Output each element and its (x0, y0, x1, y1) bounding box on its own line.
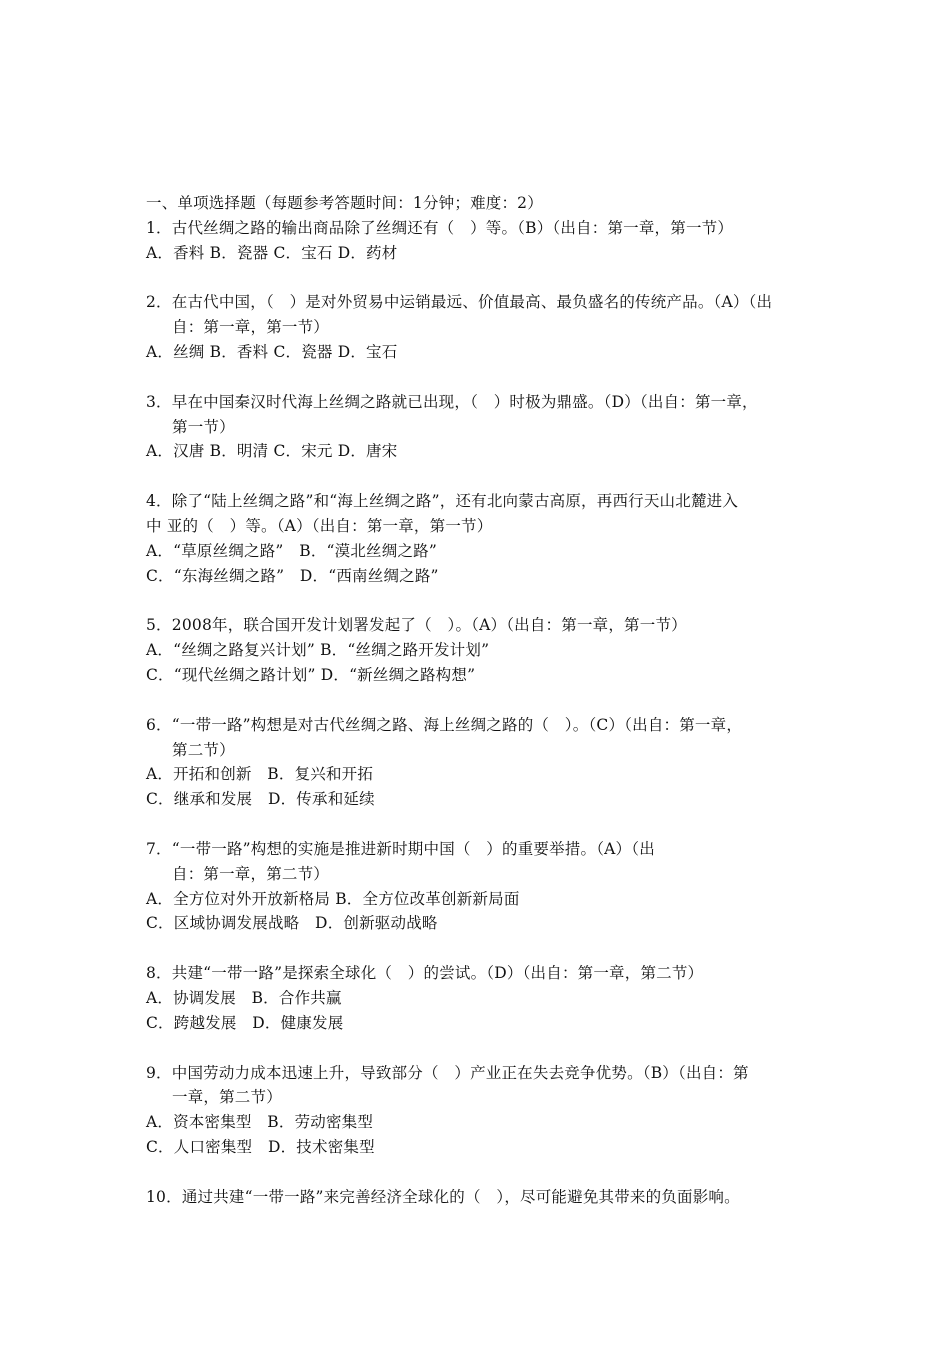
question-text: 6．“一带一路”构想是对古代丝绸之路、海上丝绸之路的（ ）。（C）（出自：第一章， (146, 715, 743, 734)
question-options: A．开拓和创新 B．复兴和开拓 (146, 765, 374, 784)
question-text-continued: 中 亚的（ ）等。（A）（出自：第一章，第一节） (146, 516, 493, 535)
question-options: A．汉唐 B．明清 C．宋元 D．唐宋 (146, 442, 398, 461)
question-text-continued: 第一节） (172, 417, 235, 436)
question-4 (146, 489, 876, 588)
question-text: 1．古代丝绸之路的输出商品除了丝绸还有（ ）等。（B）（出自：第一章，第一节） (146, 218, 734, 237)
question-text: 8．共建“一带一路”是探索全球化（ ）的尝试。（D）（出自：第一章，第二节） (146, 964, 704, 983)
question-7 (146, 837, 876, 936)
question-text: 5．2008年，联合国开发计划署发起了（ ）。（A）（出自：第一章，第一节） (146, 616, 687, 635)
question-options: A．协调发展 B．合作共赢 (146, 988, 342, 1007)
question-options: C．区域协调发展战略 D．创新驱动战略 (146, 914, 438, 933)
question-options: A．资本密集型 B．劳动密集型 (146, 1113, 374, 1132)
question-options: A．“丝绸之路复兴计划” B．“丝绸之路开发计划” (146, 641, 490, 660)
question-options: A．丝绸 B．香料 C．瓷器 D．宝石 (146, 342, 398, 361)
question-list (146, 191, 876, 1210)
question-text: 10．通过共建“一带一路”来完善经济全球化的（ ），尽可能避免其带来的负面影响。 (146, 1187, 740, 1206)
section-title: 一、单项选择题（每题参考答题时间：1分钟；难度：2） (146, 194, 543, 212)
question-3 (146, 390, 876, 464)
question-5 (146, 613, 876, 687)
question-options: C．“现代丝绸之路计划” D．“新丝绸之路构想” (146, 665, 476, 684)
question-9 (146, 1061, 876, 1160)
question-options: A．全方位对外开放新格局 B．全方位改革创新新局面 (146, 889, 520, 908)
question-10 (146, 1185, 876, 1210)
question-text: 2．在古代中国，（ ）是对外贸易中运销最远、价值最高、最负盛名的传统产品。（A）（出 (146, 293, 773, 312)
question-options: C．跨越发展 D．健康发展 (146, 1013, 344, 1032)
question-text-continued: 自：第一章，第一节） (172, 318, 330, 337)
question-text: 3．早在中国秦汉时代海上丝绸之路就已出现，（ ）时极为鼎盛。（D）（出自：第一章， (146, 392, 758, 411)
question-1 (146, 216, 876, 266)
question-options: C．人口密集型 D．技术密集型 (146, 1137, 375, 1156)
question-text-continued: 自：第一章，第二节） (172, 864, 330, 883)
question-text-continued: 一章，第二节） (172, 1088, 282, 1107)
question-text: 4．除了“陆上丝绸之路”和“海上丝绸之路”，还有北向蒙古高原，再西行天山北麓进入 (146, 492, 739, 511)
question-text-continued: 第二节） (172, 740, 235, 759)
question-8 (146, 961, 876, 1035)
question-options: C．“东海丝绸之路” D．“西南丝绸之路” (146, 566, 439, 585)
question-options: C．继承和发展 D．传承和延续 (146, 790, 375, 809)
question-options: A．香料 B．瓷器 C．宝石 D．药材 (146, 243, 398, 262)
question-text: 9．中国劳动力成本迅速上升，导致部分（ ）产业正在失去竞争优势。（B）（出自：第 (146, 1063, 749, 1082)
question-text: 7．“一带一路”构想的实施是推进新时期中国（ ）的重要举措。（A）（出 (146, 839, 655, 858)
question-options: A．“草原丝绸之路” B．“漠北丝绸之路” (146, 541, 437, 560)
question-2 (146, 290, 876, 364)
question-6 (146, 713, 876, 812)
